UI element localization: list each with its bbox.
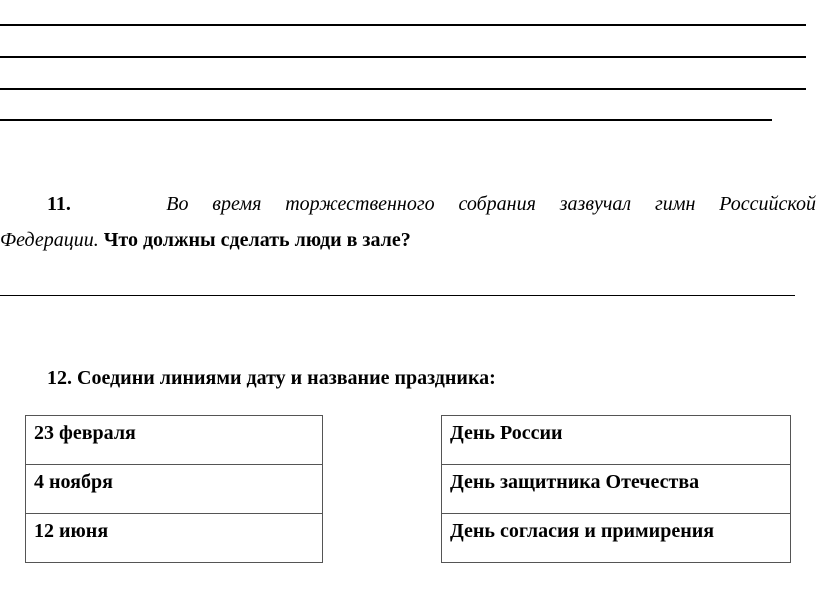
question-11-text-part2: Федерации. [0,229,99,251]
holiday-cell: День согласия и примирения [442,514,791,563]
holiday-row [442,465,791,514]
holiday-cell: День России [442,416,791,465]
answer-line-3 [0,88,806,90]
date-row [26,416,323,465]
holiday-cell: День защитника Отечества [442,465,791,514]
date-row [26,514,323,563]
answer-line-4 [0,119,772,121]
date-cell: 4 ноября [26,465,323,514]
question-11-question: Что должны сделать люди в зале? [103,229,411,251]
date-cell: 12 июня [26,514,323,563]
question-11 [0,186,816,258]
question-11-text-part1: Во время торжественного собрания зазвучал гимн Российской [166,193,816,215]
question-11-number: 11. [47,193,71,215]
holiday-row [442,416,791,465]
answer-line-11 [0,295,795,296]
holiday-row [442,514,791,563]
date-row [26,465,323,514]
question-11-line1 [0,186,816,222]
question-12-title: 12. Соедини линиями дату и название праздника: [47,367,496,389]
dates-table [25,415,323,563]
date-cell: 23 февраля [26,416,323,465]
holidays-table [441,415,791,563]
answer-line-2 [0,56,806,58]
answer-line-1 [0,24,806,26]
